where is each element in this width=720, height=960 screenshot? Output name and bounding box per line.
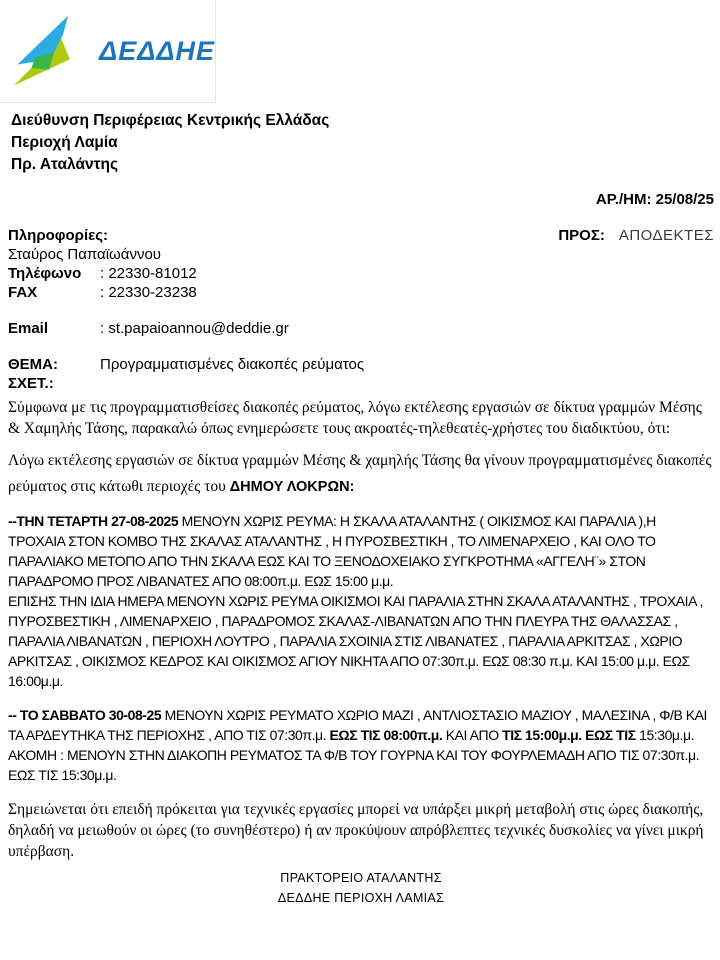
- signature-block: [8, 868, 714, 908]
- wednesday-outage-paragraph: [8, 511, 714, 591]
- recipient-group: [558, 226, 714, 245]
- phone-label: Τηλέφωνο: [8, 265, 82, 282]
- notice-paragraph: [8, 448, 714, 500]
- municipality-name: ΔΗΜΟΥ ΛΟΚΡΩΝ:: [229, 479, 355, 495]
- subject-row: [8, 355, 714, 374]
- email-value: : st.papaioannou@deddie.gr: [100, 320, 289, 337]
- saturday-outage-paragraph: [8, 705, 714, 745]
- signature-region: ΔΕΔΔΗΕ ΠΕΡΙΟΧΗ ΛΑΜΙΑΣ: [277, 891, 445, 905]
- org-direction-line: Διεύθυνση Περιφέρειας Κεντρικής Ελλάδας: [11, 112, 330, 129]
- intro-paragraph: Σύμφωνα με τις προγραμματισθείσες διακοπές ρεύματος, λόγω εκτέλεσης εργασιών σε δίκτυα γραμμών Μέσης & Χαμηλής Τάσης, παρακαλώ όπως ενημερώσετε τους ακροατές-τηλεθεατές-χρήστες του διαδικτύου, ότι:: [8, 399, 702, 437]
- wednesday-additional-paragraph: ΕΠΙΣΗΣ ΤΗΝ ΙΔΙΑ ΗΜΕΡΑ ΜΕΝΟΥΝ ΧΩΡΙΣ ΡΕΥΜΑ ΟΙΚΙΣΜΟΙ ΚΑΙ ΠΑΡΑΛΙΑ ΣΤΗΝ ΣΚΑΛΑ ΑΤΑΛΑΝΤΗΣ , ΤΡΟΧΑΙΑ , ΠΥΡΟΣΒΕΣΤΙΚΗ , ΛΙΜΕΝΑΡΧΕΙΟ , ΠΑΡΑΔΡΟΜΟΣ ΣΚΑΛΑΣ-ΛΙΒΑΝΑΤΩΝ ΑΠΟ ΤΗΝ ΠΛΕΥΡΑ ΤΗΣ ΘΑΛΑΣΣΑΣ , ΠΑΡΑΛΙΑ ΛΙΒΑΝΑΤΩΝ , ΠΕΡΙΟΧΗ ΛΟΥΤΡΟ , ΠΑΡΑΛΙΑ ΣΧΟΙΝΙΑ ΣΤΙΣ ΛΙΒΑΝΑΤΕΣ , ΠΑΡΑΛΙΑ ΑΡΚΙΤΣΑΣ , ΧΩΡΙΟ ΑΡΚΙΤΣΑΣ , ΟΙΚΙΣΜΟΣ ΚΕΔΡΟΣ ΚΑΙ ΟΙΚΙΣΜΟΣ ΑΓΙΟΥ ΝΙΚΗΤΑ ΑΠΟ 07:30π.μ. ΕΩΣ 08:30 π.μ. ΚΑΙ 15:00 μ.μ. ΕΩΣ 16:00μ.μ.: [8, 593, 704, 689]
- org-area-line: Περιοχή Λαμία: [11, 134, 118, 151]
- fax-value: : 22330-23238: [100, 284, 197, 301]
- letter-content: [8, 110, 714, 908]
- disclaimer-paragraph: Σημειώνεται ότι επειδή πρόκειται για τεχνικές εργασίες μπορεί να υπάρξει μικρή μεταβολή στις ώρες διακοπής, δηλαδή να μειωθούν οι ώρες (το συνηθέστερο) ή αν προκύψουν απρόβλεπτες τεχνικές δυσκολίες να γίνει μικρή υπέρβαση.: [8, 801, 704, 860]
- fax-row: [8, 283, 714, 302]
- saturday-until-time: ΕΩΣ ΤΙΣ 08:00π.μ.: [329, 727, 443, 743]
- phone-value: : 22330-81012: [100, 265, 197, 282]
- fax-label: FAX: [8, 284, 38, 301]
- signature-agency: ΠΡΑΚΤΟΡΕΙΟ ΑΤΑΛΑΝΤΗΣ: [280, 871, 442, 885]
- saturday-details-3: 15:30μ.μ.: [635, 727, 695, 743]
- ref-number-date: ΑΡ./ΗΜ: 25/08/25: [595, 191, 714, 208]
- theme-label: ΘΕΜΑ:: [8, 356, 58, 373]
- org-office-line: Πρ. Αταλάντης: [11, 156, 119, 173]
- saturday-date: -- ΤΟ ΣΑΒΒΑΤΟ 30-08-25: [8, 707, 162, 723]
- theme-value: Προγραμματισμένες διακοπές ρεύματος: [100, 356, 365, 373]
- saturday-second-window: ΤΙΣ 15:00μ.μ. ΕΩΣ ΤΙΣ: [502, 727, 636, 743]
- to-label: ΠΡΟΣ:: [558, 227, 605, 244]
- contact-person-name: Σταύρος Παπαϊωάννου: [8, 246, 161, 263]
- to-value: ΑΠΟΔΕΚΤΕΣ: [618, 227, 714, 244]
- saturday-details-1: ΜΕΝΟΥΝ ΧΩΡΙΣ ΡΕΥΜΑΤΟ ΧΩΡΙΟ ΜΑΖΙ , ΑΝΤΛΙΟΣΤΑΣΙΟ ΜΑΖΙΟΥ , ΜΑΛΕΣΙΝΑ , Φ/Β ΚΑΙ ΤΑ ΑΡΔΕΥΤΗΚΑ ΤΗΣ ΠΕΡΙΟΧΗΣ , ΑΠΟ ΤΙΣ 07:30π.μ.: [8, 707, 707, 743]
- info-label: Πληροφορίες:: [8, 227, 109, 244]
- phone-row: [8, 264, 714, 283]
- info-to-row: [8, 226, 714, 245]
- wednesday-date: --ΤΗΝ ΤΕΤΑΡΤΗ 27-08-2025: [8, 513, 179, 529]
- brand-name: ΔΕΔΔΗΕ: [99, 35, 215, 66]
- company-logo-box: [0, 0, 216, 103]
- additional-outage-paragraph: ΑΚΟΜΗ : ΜΕΝΟΥΝ ΣΤΗΝ ΔΙΑΚΟΠΗ ΡΕΥΜΑΤΟΣ ΤΑ Φ/Β ΤΟΥ ΓΟΥΡΝΑ ΚΑΙ ΤΟΥ ΦΟΥΡΛΕΜΑΔΗ ΑΠΟ ΤΙΣ 07:30π.μ. ΕΩΣ ΤΙΣ 15:30μ.μ.: [8, 747, 700, 783]
- email-label: Email: [8, 320, 49, 337]
- email-row: [8, 319, 714, 338]
- saturday-details-2: ΚΑΙ ΑΠΟ: [442, 727, 503, 743]
- lightning-bolt-icon: [0, 9, 96, 93]
- related-label: ΣΧΕΤ.:: [8, 375, 54, 392]
- notice-lead-text: Λόγω εκτέλεσης εργασιών σε δίκτυα γραμμών Μέσης & χαμηλής Τάσης θα γίνουν προγραμματισμένες διακοπές ρεύματος στις κάτωθι περιοχές του: [8, 452, 712, 495]
- wednesday-details: ΜΕΝΟΥΝ ΧΩΡΙΣ ΡΕΥΜΑ: Η ΣΚΑΛΑ ΑΤΑΛΑΝΤΗΣ ( ΟΙΚΙΣΜΟΣ ΚΑΙ ΠΑΡΑΛΙΑ ),Η ΤΡΟΧΑΙΑ ΣΤΟΝ ΚΟΜΒΟ ΤΗΣ ΣΚΑΛΑΣ ΑΤΑΛΑΝΤΗΣ , Η ΠΥΡΟΣΒΕΣΤΙΚΗ , ΤΟ ΛΙΜΕΝΑΡΧΕΙΟ , ΚΑΙ ΟΛΟ ΤΟ ΠΑΡΑΛΙΑΚΟ ΜΕΤΟΠΟ ΑΠΟ ΤΗΝ ΣΚΑΛΑ ΕΩΣ ΚΑΙ ΤΟ ΞΕΝΟΔΟΧΕΙΑΚΟ ΣΥΓΚΡΟΤΗΜΑ «ΑΓΓΕΛΗ¨» ΣΤΟΝ ΠΑΡΑΔΡΟΜΟ ΠΡΟΣ ΛΙΒΑΝΑΤΕΣ ΑΠΟ 08:00π.μ. ΕΩΣ 15:00 μ.μ.: [8, 513, 656, 589]
